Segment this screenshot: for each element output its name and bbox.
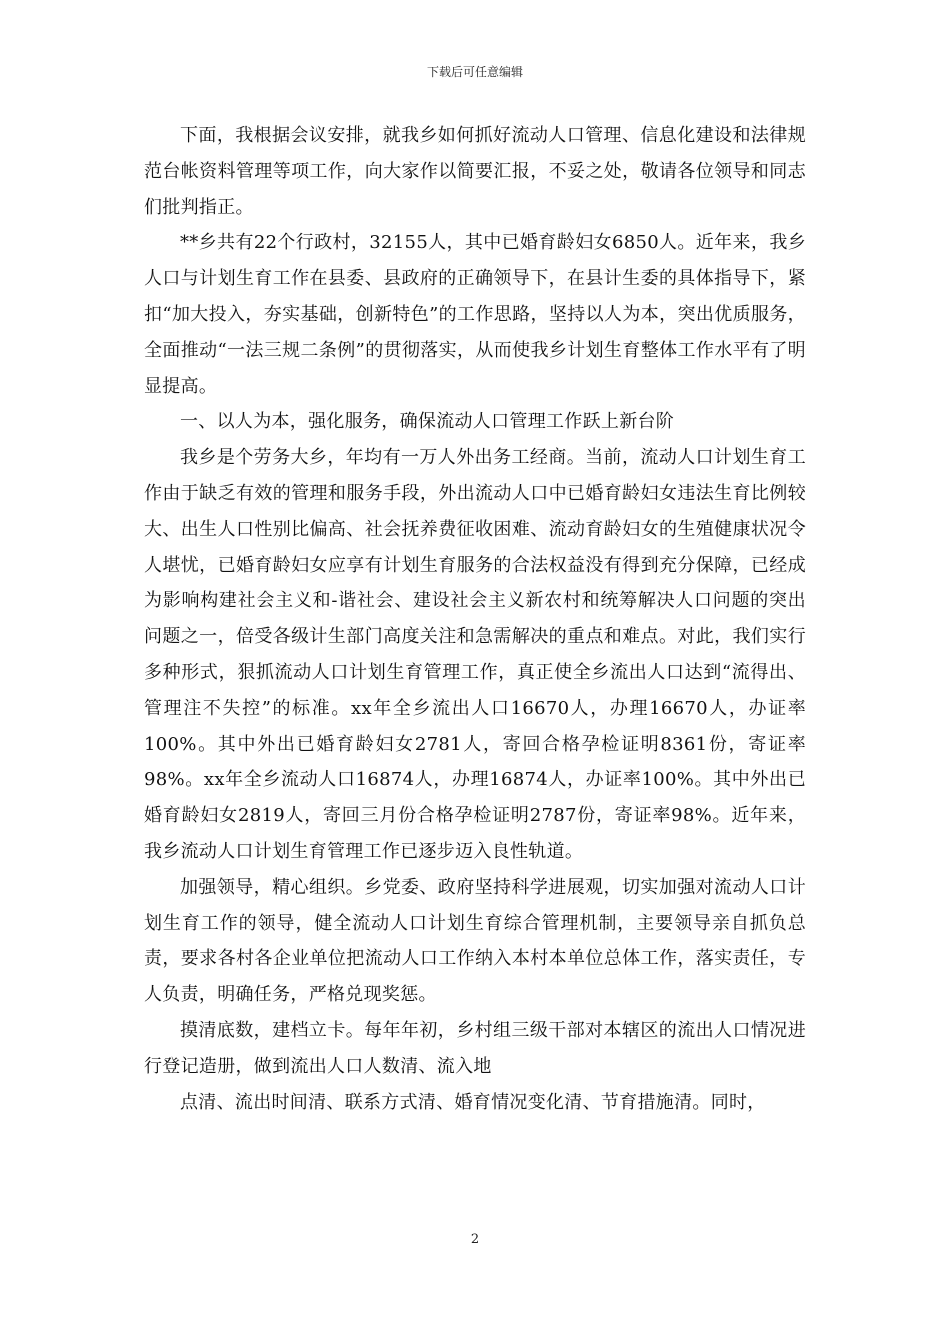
paragraph-continuation: 点清、流出时间清、联系方式清、婚育情况变化清、节育措施清。同时， [180,1091,766,1113]
page-header: 下载后可任意编辑 [426,65,523,79]
document-body [144,118,806,1120]
paragraph-leadership: 加强领导，精心组织。乡党委、政府坚持科学进展观，切实加强对流动人口计划生育工作的领导，健全流动人口计划生育综合管理机制，主要领导亲自抓负总责，要求各村各企业单位把流动人口工作纳入本村本单位总体工作，落实责任，专人负责，明确任务，严格兑现奖惩。 [144,876,806,1006]
page-number: 2 [470,1232,480,1247]
paragraph-overview: **乡共有22个行政村，32155人，其中已婚育龄妇女6850人。近年来，我乡人口与计划生育工作在县委、县政府的正确领导下，在县计生委的具体指导下，紧扣“加大投入，夯实基础，创新特色”的工作思路，坚持以人为本，突出优质服务，全面推动“一法三规二条例”的贯彻落实，从而使我乡计划生育整体工作水平有了明显提高。 [144,232,806,397]
paragraph-migrant-population: 我乡是个劳务大乡，年均有一万人外出务工经商。当前，流动人口计划生育工作由于缺乏有效的管理和服务手段，外出流动人口中已婚育龄妇女违法生育比例较大、出生人口性别比偏高、社会抚养费征收困难、流动育龄妇女的生殖健康状况令人堪忧，已婚育龄妇女应享有计划生育服务的合法权益没有得到充分保障，已经成为影响构建社会主义和-谐社会、建设社会主义新农村和统筹解决人口问题的突出问题之一，倍受各级计生部门高度关注和急需解决的重点和难点。对此，我们实行多种形式，狠抓流动人口计划生育管理工作，真正使全乡流出人口达到“流得出、管理注不失控”的标准。xx年全乡流出人口16670人，办理16670人，办证率100%。其中外出已婚育龄妇女2781人，寄回合格孕检证明8361份，寄证率98%。xx年全乡流动人口16874人，办理16874人，办证率100%。其中外出已婚育龄妇女2819人，寄回三月份合格孕检证明2787份，寄证率98%。近年来，我乡流动人口计划生育管理工作已逐步迈入良性轨道。 [144,447,806,862]
section-heading-1: 一、以人为本，强化服务，确保流动人口管理工作跃上新台阶 [180,411,675,433]
paragraph-registration: 摸清底数，建档立卡。每年年初，乡村组三级干部对本辖区的流出人口情况进行登记造册，做到流出人口人数清、流入地 [144,1019,806,1077]
paragraph-intro: 下面，我根据会议安排，就我乡如何抓好流动人口管理、信息化建设和法律规范台帐资料管理等项工作，向大家作以简要汇报，不妥之处，敬请各位领导和同志们批判指正。 [144,125,806,218]
